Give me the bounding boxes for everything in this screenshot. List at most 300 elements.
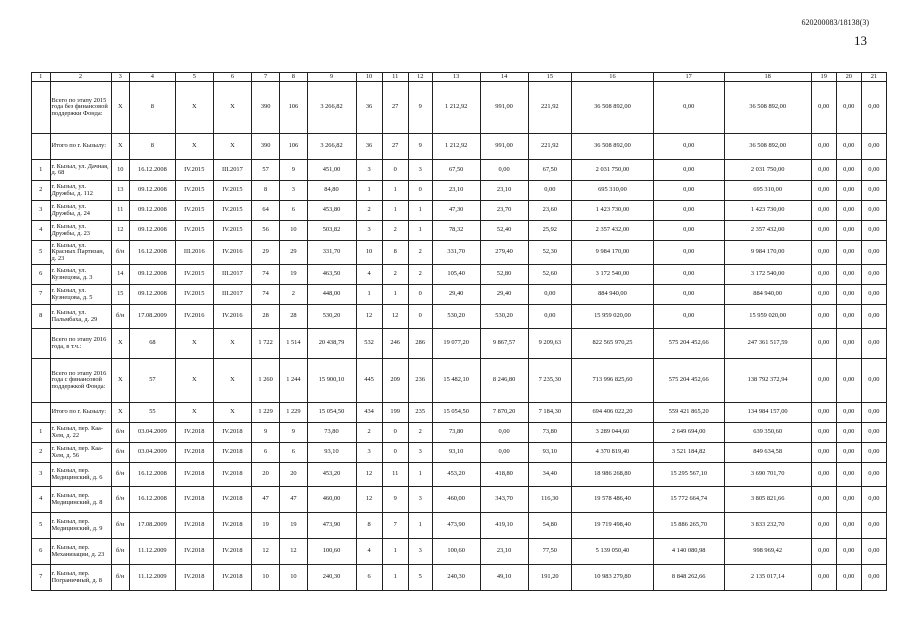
table-cell: 8 246,80	[480, 359, 528, 403]
table-cell: 0,00	[861, 463, 886, 487]
table-cell: 57	[251, 160, 279, 181]
table-cell: 0,00	[653, 221, 724, 241]
table-cell: 2 135 017,14	[724, 565, 811, 591]
table-cell: 09.12.2008	[130, 221, 176, 241]
column-number-row	[32, 73, 887, 82]
table-row	[32, 443, 887, 463]
table-cell: 106	[280, 134, 307, 160]
table-cell: 1 423 730,00	[572, 201, 654, 221]
table-cell: 559 421 865,20	[653, 403, 724, 423]
table-cell: IV.2018	[175, 487, 213, 513]
table-cell: 0,00	[836, 565, 861, 591]
table-cell: 20 438,79	[307, 329, 356, 359]
table-cell: 0,00	[861, 403, 886, 423]
table-cell: 16.12.2008	[130, 463, 176, 487]
table-cell: 16.12.2008	[130, 241, 176, 265]
address-cell: г. Кызыл, ул. Красных Партизан, д. 23	[50, 241, 111, 265]
table-cell: IV.2015	[175, 265, 213, 285]
table-cell: 55	[130, 403, 176, 423]
table-cell: X	[175, 359, 213, 403]
table-cell: 12	[356, 463, 382, 487]
table-cell: 7	[32, 565, 51, 591]
table-cell: 11.12.2009	[130, 539, 176, 565]
table-cell: X	[111, 134, 130, 160]
table-cell: 530,20	[307, 305, 356, 329]
table-cell: 47	[251, 487, 279, 513]
table-cell: 16.12.2008	[130, 160, 176, 181]
column-number-cell: 8	[280, 73, 307, 82]
table-cell: 36 508 892,00	[572, 134, 654, 160]
table-cell: 77,50	[528, 539, 572, 565]
table-cell: 6	[32, 539, 51, 565]
table-cell: X	[111, 329, 130, 359]
table-cell: 575 204 452,66	[653, 359, 724, 403]
table-cell: 134 984 157,00	[724, 403, 811, 423]
column-number-cell: 1	[32, 73, 51, 82]
table-cell: 1 260	[251, 359, 279, 403]
table-cell: 2	[408, 423, 432, 443]
table-cell: 0	[408, 305, 432, 329]
table-cell: X	[175, 134, 213, 160]
table-cell: X	[213, 82, 251, 134]
table-cell: 15 772 664,74	[653, 487, 724, 513]
table-cell: 2 031 750,00	[724, 160, 811, 181]
table-cell: 11.12.2009	[130, 565, 176, 591]
table-row	[32, 201, 887, 221]
table-cell: 0,00	[861, 82, 886, 134]
register-table	[31, 72, 887, 591]
address-cell: г. Кызыл, ул. Кузнецова, д. 5	[50, 285, 111, 305]
table-cell: 0,00	[861, 329, 886, 359]
table-cell: 0,00	[836, 359, 861, 403]
table-cell: 13	[111, 181, 130, 201]
table-cell: 0,00	[480, 443, 528, 463]
table-cell: 23,70	[480, 201, 528, 221]
table-cell: 8	[130, 134, 176, 160]
table-cell: 1	[356, 285, 382, 305]
table-cell: 0,00	[811, 160, 836, 181]
table-cell: 1 423 730,00	[724, 201, 811, 221]
table-cell: 0,00	[861, 181, 886, 201]
table-cell: X	[111, 403, 130, 423]
table-cell: 473,90	[432, 513, 480, 539]
table-cell: 5	[408, 565, 432, 591]
address-cell: Всего по этапу 2016 года, в т.ч.:	[50, 329, 111, 359]
table-cell: б/н	[111, 241, 130, 265]
table-cell: 09.12.2008	[130, 265, 176, 285]
table-cell: 0,00	[653, 160, 724, 181]
table-cell: IV.2015	[175, 160, 213, 181]
address-cell: г. Кызыл, ул. Дружбы, д. 24	[50, 201, 111, 221]
address-cell: Итого по г. Кызылу:	[50, 403, 111, 423]
table-cell: 28	[280, 305, 307, 329]
table-cell: 52,40	[480, 221, 528, 241]
table-cell: 3	[32, 463, 51, 487]
table-cell: 9	[382, 487, 408, 513]
table-cell: б/н	[111, 487, 130, 513]
column-number-cell: 10	[356, 73, 382, 82]
table-cell: 0,00	[653, 201, 724, 221]
table-cell: 03.04.2009	[130, 443, 176, 463]
table-cell: 0,00	[861, 443, 886, 463]
table-cell: 8	[382, 241, 408, 265]
table-cell: IV.2018	[213, 565, 251, 591]
table-cell: 7	[382, 513, 408, 539]
table-cell: 100,60	[307, 539, 356, 565]
table-cell: 23,10	[432, 181, 480, 201]
table-cell: 19	[251, 513, 279, 539]
table-cell: 0,00	[836, 305, 861, 329]
table-cell: 15 900,10	[307, 359, 356, 403]
table-row	[32, 513, 887, 539]
column-number-cell: 13	[432, 73, 480, 82]
table-cell: 14	[111, 265, 130, 285]
table-cell: X	[213, 359, 251, 403]
table-cell: 247 361 517,59	[724, 329, 811, 359]
table-cell: 8 848 262,66	[653, 565, 724, 591]
table-cell: 73,80	[432, 423, 480, 443]
table-cell: 639 350,60	[724, 423, 811, 443]
table-cell: 199	[382, 403, 408, 423]
address-cell: г. Кызыл, пер. Медицинский, д. 8	[50, 487, 111, 513]
table-cell: 67,50	[528, 160, 572, 181]
table-row	[32, 160, 887, 181]
table-cell: X	[175, 82, 213, 134]
table-cell: X	[213, 134, 251, 160]
table-cell: 1	[382, 201, 408, 221]
table-cell: 10	[111, 160, 130, 181]
table-cell: IV.2018	[175, 463, 213, 487]
table-cell: 2 649 694,00	[653, 423, 724, 443]
table-cell: 15 054,50	[432, 403, 480, 423]
table-cell: 0	[408, 181, 432, 201]
table-cell: 0,00	[836, 329, 861, 359]
table-cell: IV.2018	[213, 423, 251, 443]
table-cell: 2 357 432,00	[724, 221, 811, 241]
table-cell: 0,00	[811, 539, 836, 565]
table-cell: 11	[111, 201, 130, 221]
table-cell: 0,00	[653, 285, 724, 305]
table-row	[32, 82, 887, 134]
table-cell: 453,20	[307, 463, 356, 487]
table-cell: б/н	[111, 565, 130, 591]
table-cell: 47,30	[432, 201, 480, 221]
table-cell: 9	[408, 82, 432, 134]
table-cell: 236	[408, 359, 432, 403]
address-cell: г. Кызыл, ул. Дружбы, д. 23	[50, 221, 111, 241]
table-cell: 1 229	[251, 403, 279, 423]
table-cell: б/н	[111, 513, 130, 539]
table-cell: 3	[356, 160, 382, 181]
table-cell: IV.2016	[175, 305, 213, 329]
table-row	[32, 265, 887, 285]
table-cell: 12	[382, 305, 408, 329]
table-cell: 1 229	[280, 403, 307, 423]
table-cell: 3	[408, 487, 432, 513]
column-number-cell: 2	[50, 73, 111, 82]
table-cell: 9	[280, 160, 307, 181]
table-cell: 9 209,63	[528, 329, 572, 359]
column-number-cell: 3	[111, 73, 130, 82]
table-cell: 36 508 892,00	[724, 82, 811, 134]
table-cell: 03.04.2009	[130, 423, 176, 443]
table-cell: 15 054,50	[307, 403, 356, 423]
address-cell: г. Кызыл, ул. Пальмбаха, д. 29	[50, 305, 111, 329]
table-cell: 29,40	[432, 285, 480, 305]
table-cell: 52,30	[528, 241, 572, 265]
table-cell: 20	[251, 463, 279, 487]
table-cell: IV.2018	[175, 513, 213, 539]
table-cell: 19 719 498,40	[572, 513, 654, 539]
table-cell: 10	[251, 565, 279, 591]
address-cell: г. Кызыл, пер. Каа-Хем, д. 22	[50, 423, 111, 443]
table-cell: IV.2016	[213, 305, 251, 329]
table-cell: 8	[251, 181, 279, 201]
table-cell: 8	[32, 305, 51, 329]
table-cell: 3 172 540,00	[724, 265, 811, 285]
table-cell: 17.08.2009	[130, 513, 176, 539]
table-cell: 209	[382, 359, 408, 403]
table-cell: 09.12.2008	[130, 285, 176, 305]
table-cell: 0,00	[861, 423, 886, 443]
table-cell: 822 565 970,25	[572, 329, 654, 359]
table-cell: X	[213, 329, 251, 359]
column-number-cell: 12	[408, 73, 432, 82]
table-cell: IV.2018	[175, 539, 213, 565]
table-cell: 27	[382, 134, 408, 160]
table-cell: 18 986 268,80	[572, 463, 654, 487]
table-cell: 418,80	[480, 463, 528, 487]
table-cell: 36	[356, 82, 382, 134]
column-number-cell: 11	[382, 73, 408, 82]
table-cell: IV.2015	[175, 285, 213, 305]
table-cell: IV.2015	[213, 181, 251, 201]
table-cell: 3	[280, 181, 307, 201]
table-cell: III.2017	[213, 285, 251, 305]
table-cell: б/н	[111, 539, 130, 565]
table-cell: 4	[32, 221, 51, 241]
table-cell	[32, 82, 51, 134]
table-cell: б/н	[111, 463, 130, 487]
table-cell: 451,00	[307, 160, 356, 181]
table-cell: 0	[382, 443, 408, 463]
table-cell: 52,60	[528, 265, 572, 285]
table-cell: 78,32	[432, 221, 480, 241]
table-cell: 74	[251, 265, 279, 285]
table-cell: 0,00	[811, 265, 836, 285]
table-cell: 29	[280, 241, 307, 265]
table-cell: 12	[280, 539, 307, 565]
table-cell: 23,60	[528, 201, 572, 221]
address-cell: г. Кызыл, пер. Медицинский, д. 6	[50, 463, 111, 487]
table-cell: 73,80	[307, 423, 356, 443]
table-cell: 998 969,42	[724, 539, 811, 565]
table-cell: 460,00	[432, 487, 480, 513]
table-cell: 0,00	[836, 265, 861, 285]
table-cell: X	[175, 403, 213, 423]
address-cell: г. Кызыл, ул. Дружбы, д. 112	[50, 181, 111, 201]
table-cell: 331,70	[432, 241, 480, 265]
table-row	[32, 285, 887, 305]
table-cell: 5	[32, 513, 51, 539]
table-cell: 27	[382, 82, 408, 134]
table-cell: 2	[382, 265, 408, 285]
table-cell: IV.2018	[175, 423, 213, 443]
table-cell: 0,00	[480, 423, 528, 443]
document-code: 620200083/18138(3)	[801, 18, 869, 27]
column-number-cell: 7	[251, 73, 279, 82]
table-cell: III.2017	[213, 265, 251, 285]
column-number-cell: 18	[724, 73, 811, 82]
table-cell: 0,00	[861, 539, 886, 565]
column-number-cell: 6	[213, 73, 251, 82]
table-cell	[32, 359, 51, 403]
table-cell: 23,10	[480, 539, 528, 565]
table-cell: 4	[356, 539, 382, 565]
table-cell: 19	[280, 513, 307, 539]
table-cell: 286	[408, 329, 432, 359]
table-cell: 1	[32, 423, 51, 443]
address-cell: г. Кызыл, пер. Пограничный, д. 8	[50, 565, 111, 591]
column-number-cell: 20	[836, 73, 861, 82]
table-row	[32, 463, 887, 487]
table-cell: 5 139 050,40	[572, 539, 654, 565]
table-cell: 15 959 020,00	[724, 305, 811, 329]
table-row	[32, 305, 887, 329]
table-cell: IV.2015	[213, 221, 251, 241]
table-cell: 2	[356, 201, 382, 221]
table-cell: X	[175, 329, 213, 359]
table-cell: IV.2018	[213, 443, 251, 463]
table-cell: 235	[408, 403, 432, 423]
table-cell: 3 172 540,00	[572, 265, 654, 285]
table-cell: 7 235,30	[528, 359, 572, 403]
table-cell: 0,00	[861, 305, 886, 329]
table-cell: 221,92	[528, 134, 572, 160]
table-cell: 0,00	[861, 285, 886, 305]
table-cell: 93,10	[528, 443, 572, 463]
table-cell: 9 984 170,00	[724, 241, 811, 265]
column-number-cell: 4	[130, 73, 176, 82]
table-cell: 0,00	[811, 403, 836, 423]
table-cell: 1 722	[251, 329, 279, 359]
table-cell: 3 805 821,66	[724, 487, 811, 513]
address-cell: г. Кызыл, пер. Медицинский, д. 9	[50, 513, 111, 539]
table-cell: 884 940,00	[572, 285, 654, 305]
table-cell: 25,92	[528, 221, 572, 241]
table-cell: 0,00	[811, 423, 836, 443]
table-cell: 0,00	[836, 221, 861, 241]
table-cell: 0,00	[861, 513, 886, 539]
table-cell: 2	[408, 265, 432, 285]
table-cell: 36	[356, 134, 382, 160]
table-cell: 3	[408, 160, 432, 181]
table-cell: 10	[280, 221, 307, 241]
table-cell: IV.2018	[175, 565, 213, 591]
table-cell: б/н	[111, 423, 130, 443]
table-cell: 0,00	[480, 160, 528, 181]
table-cell: 1	[32, 160, 51, 181]
table-cell: 36 508 892,00	[572, 82, 654, 134]
table-cell: 0,00	[811, 241, 836, 265]
table-cell: 0,00	[836, 181, 861, 201]
table-cell: 2	[356, 423, 382, 443]
table-cell: 0,00	[836, 82, 861, 134]
table-row	[32, 539, 887, 565]
table-cell: 991,00	[480, 82, 528, 134]
table-row	[32, 565, 887, 591]
table-row	[32, 241, 887, 265]
table-cell: 445	[356, 359, 382, 403]
table-cell: 0,00	[861, 565, 886, 591]
table-cell: 460,00	[307, 487, 356, 513]
table-cell: 3 521 184,82	[653, 443, 724, 463]
table-cell: 453,80	[307, 201, 356, 221]
table-cell: 23,10	[480, 181, 528, 201]
table-cell: 12	[356, 487, 382, 513]
table-row	[32, 221, 887, 241]
table-cell: 15	[111, 285, 130, 305]
table-cell: 0,00	[811, 513, 836, 539]
table-cell: 0,00	[861, 487, 886, 513]
table-cell: 0,00	[528, 181, 572, 201]
table-cell: IV.2015	[175, 201, 213, 221]
table-cell: 12	[111, 221, 130, 241]
table-cell: IV.2016	[213, 241, 251, 265]
table-cell: 532	[356, 329, 382, 359]
table-cell: 9	[408, 134, 432, 160]
table-cell: 8	[130, 82, 176, 134]
table-cell: 191,20	[528, 565, 572, 591]
table-cell: 36 508 892,00	[724, 134, 811, 160]
table-cell: 0,00	[836, 403, 861, 423]
table-cell: 530,20	[480, 305, 528, 329]
table-cell: 64	[251, 201, 279, 221]
table-cell: 0,00	[811, 443, 836, 463]
table-cell: 6	[251, 443, 279, 463]
table-cell: X	[111, 82, 130, 134]
table-cell: 0,00	[811, 305, 836, 329]
table-cell: 47	[280, 487, 307, 513]
table-cell: III.2016	[175, 241, 213, 265]
table-cell: 16.12.2008	[130, 487, 176, 513]
table-cell: 1	[382, 539, 408, 565]
table-cell: 1 514	[280, 329, 307, 359]
table-cell: 3 266,82	[307, 82, 356, 134]
table-row	[32, 359, 887, 403]
table-cell: 0,00	[653, 181, 724, 201]
table-cell: 4 140 080,98	[653, 539, 724, 565]
table-cell: 694 406 022,20	[572, 403, 654, 423]
table-cell: 84,80	[307, 181, 356, 201]
table-cell: 15 295 567,10	[653, 463, 724, 487]
table-cell: 3 289 044,60	[572, 423, 654, 443]
address-cell: Всего по этапу 2016 года с финансовой поддержкой Фонда:	[50, 359, 111, 403]
table-cell: 19 077,20	[432, 329, 480, 359]
table-cell: 67,50	[432, 160, 480, 181]
table-cell: 0,00	[811, 487, 836, 513]
table-cell: 73,80	[528, 423, 572, 443]
address-cell: Всего по этапу 2015 года без финансовой поддержки Фонда:	[50, 82, 111, 134]
table-cell: 434	[356, 403, 382, 423]
table-cell: 0,00	[811, 201, 836, 221]
table-cell: 12	[356, 305, 382, 329]
table-cell: IV.2018	[213, 487, 251, 513]
table-cell: 0	[408, 285, 432, 305]
table-cell: 0,00	[653, 134, 724, 160]
table-cell: 4	[356, 265, 382, 285]
table-cell: 28	[251, 305, 279, 329]
